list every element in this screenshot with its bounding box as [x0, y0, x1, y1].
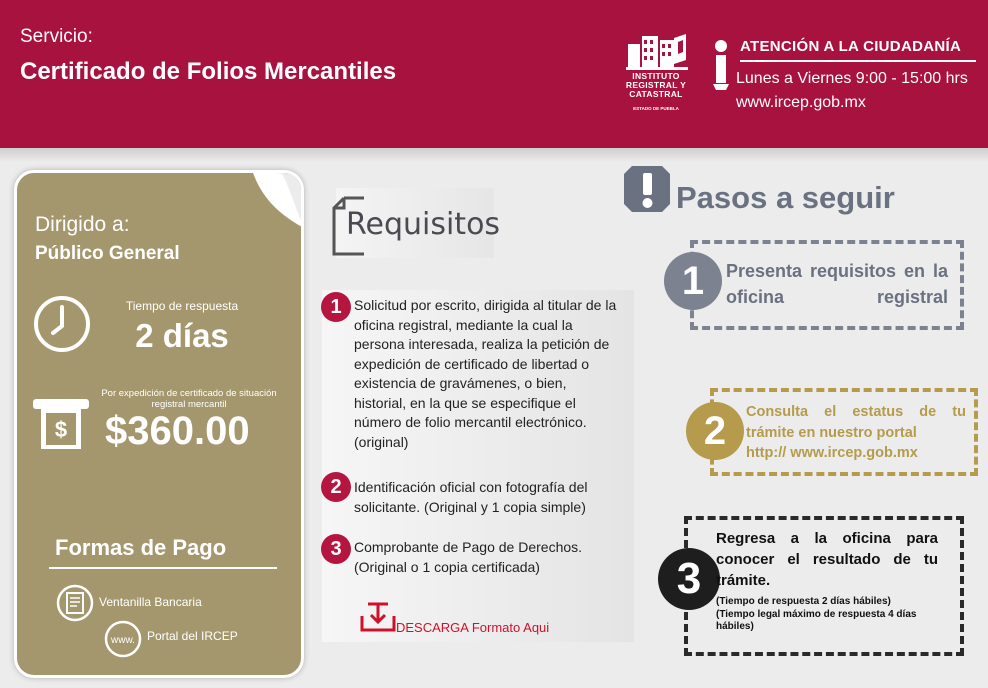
- cost-label-line-1: Por expedición de certificado de situación: [101, 388, 277, 399]
- step-number-2: 2: [686, 402, 744, 460]
- logo-text-line-3: CATASTRAL: [629, 89, 683, 99]
- logo-text-line-4: ESTADO DE PUEBLA: [633, 106, 679, 111]
- attention-website-link[interactable]: www.ircep.gob.mx: [736, 94, 866, 111]
- step-2-portal-link[interactable]: http:// www.ircep.gob.mx: [746, 445, 918, 461]
- payment-methods-divider: [49, 567, 277, 569]
- steps-title: Pasos a seguir: [676, 180, 895, 215]
- header-shadow: [0, 148, 988, 162]
- attention-divider: [740, 60, 976, 62]
- requirement-number-3: 3: [321, 534, 351, 564]
- service-label: Servicio:: [20, 26, 93, 47]
- audience-value: Público General: [35, 243, 180, 264]
- logo-text-line-1: INSTITUTO: [632, 71, 680, 81]
- requirement-text-1: Solicitud por escrito, dirigida al titular de la oficina registral, mediante la cual la persona interesada, realiza la petición de expedición de certificado de libertad o existencia de gravámenes, o bien, historial, en la que se especifique el número de folio mercantil electrónico.(original): [354, 297, 617, 450]
- requirement-number-2: 2: [321, 472, 351, 502]
- www-icon-text: www.: [111, 635, 135, 646]
- response-time-label: Tiempo de respuesta: [125, 299, 239, 313]
- page-fold-icon: [252, 170, 304, 228]
- step-number-3: 3: [658, 548, 720, 610]
- attention-hours: Lunes a Viernes 9:00 - 15:00 hrs: [736, 70, 968, 87]
- requirement-text-3: Comprobante de Pago de Derechos. (Original o 1 copia certificada): [354, 539, 583, 575]
- step-3-note-1: (Tiempo de respuesta 2 días hábiles): [716, 596, 891, 607]
- step-text-2: Consulta el estatus de tu trámite en nuestro portal: [746, 404, 966, 441]
- cost-value: $360.00: [105, 409, 250, 453]
- document-icon: [55, 583, 95, 623]
- payment-methods-title: Formas de Pago: [55, 535, 227, 560]
- step-3-note-2: (Tiempo legal máximo de respuesta 4 días hábiles): [716, 608, 917, 632]
- www-icon: [103, 619, 143, 659]
- exclamation-icon: [622, 162, 672, 216]
- info-icon: [708, 40, 734, 90]
- service-info-panel: [14, 170, 304, 678]
- step-text-1: Presenta requisitos en la oficina registral: [726, 261, 948, 307]
- audience-label: Dirigido a:: [35, 213, 130, 236]
- svg-text:$: $: [54, 417, 68, 442]
- step-text-3: Regresa a la oficina para conocer el resultado de tu trámite.: [716, 530, 938, 589]
- header-banner: [0, 0, 988, 148]
- download-form-link[interactable]: DESCARGA Formato Aqui: [396, 620, 550, 635]
- requirement-number-1: 1: [321, 292, 351, 322]
- cost-label-line-2: registral mercantil: [151, 399, 227, 410]
- response-time-value: 2 días: [135, 317, 229, 354]
- building-icon: [626, 30, 688, 70]
- logo-text-line-2: REGISTRAL Y: [625, 80, 687, 90]
- attention-title: ATENCIÓN A LA CIUDADANÍA: [740, 38, 962, 55]
- payment-bank-window[interactable]: Ventanilla Bancaria: [99, 595, 202, 609]
- step-number-1: 1: [664, 252, 722, 310]
- clock-icon: [31, 293, 93, 355]
- payment-ircep-portal[interactable]: Portal del IRCEP: [147, 629, 238, 643]
- download-icon[interactable]: [360, 602, 396, 632]
- atm-cash-icon: [31, 395, 91, 453]
- requirements-title: Requisitos: [346, 207, 501, 242]
- page-title: Certificado de Folios Mercantiles: [20, 58, 397, 85]
- requirement-text-2: Identificación oficial con fotografía del solicitante. (Original y 1 copia simple): [354, 479, 588, 515]
- institute-logo[interactable]: [620, 30, 692, 118]
